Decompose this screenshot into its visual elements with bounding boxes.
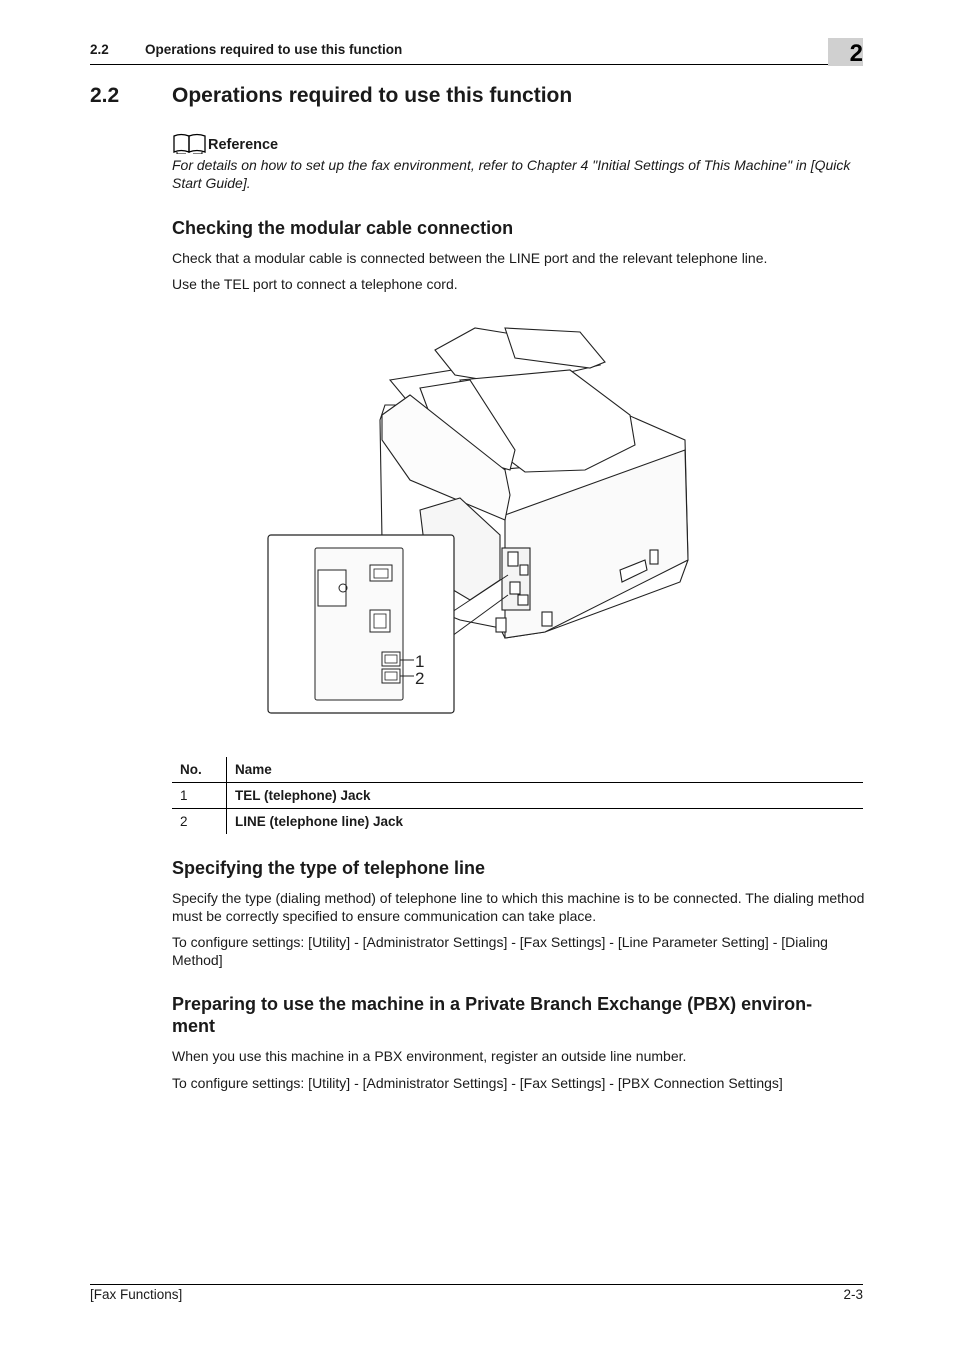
table-cell-name: LINE (telephone line) Jack	[235, 814, 404, 829]
chapter-number: 2	[849, 40, 863, 67]
pbx-para1: When you use this machine in a PBX environment, register an outside line number.	[172, 1048, 687, 1064]
jack-table	[172, 757, 863, 834]
footer-manual-name: [Fax Functions]	[90, 1287, 183, 1302]
table-header-no: No.	[172, 757, 227, 783]
header-rule	[90, 64, 863, 65]
footer-page-number: 2-3	[843, 1287, 863, 1302]
callout-1: 1	[415, 652, 425, 671]
section-number: 2.2	[90, 84, 120, 107]
table-header-row	[172, 757, 863, 783]
table-row	[172, 809, 863, 835]
footer-rule	[90, 1284, 863, 1285]
modular-cable-heading: Checking the modular cable connection	[172, 218, 514, 238]
section-title: Operations required to use this function	[172, 84, 573, 107]
open-book-icon	[172, 132, 208, 154]
table-row	[172, 783, 863, 809]
machine-rear-illustration	[260, 320, 700, 720]
table-cell-no: 2	[172, 809, 227, 835]
header-section-title: Operations required to use this function	[145, 42, 403, 57]
telephone-line-para2: To configure settings: [Utility] - [Administrator Settings] - [Fax Settings] - [Line Parameter Setting] - [Dialing Method]	[172, 934, 828, 968]
modular-cable-para1: Check that a modular cable is connected between the LINE port and the relevant telephone line.	[172, 250, 768, 266]
reference-text: For details on how to set up the fax environment, refer to Chapter 4 "Initial Settings of This Machine" in [Quick Start Guide].	[172, 157, 851, 191]
telephone-line-heading: Specifying the type of telephone line	[172, 858, 486, 878]
table-header-name: Name	[227, 757, 864, 783]
header-section-number: 2.2	[90, 42, 109, 57]
table-cell-name: TEL (telephone) Jack	[227, 783, 864, 809]
reference-label: Reference	[208, 137, 279, 153]
pbx-heading-line2: ment	[172, 1016, 216, 1036]
telephone-line-para1: Specify the type (dialing method) of telephone line to which this machine is to be connected. The dialing method must be correctly specified to ensure communication can take place.	[172, 890, 865, 924]
table-cell-no: 1	[172, 783, 227, 809]
callout-2: 2	[415, 669, 425, 688]
pbx-heading-line1: Preparing to use the machine in a Private Branch Exchange (PBX) environ-	[172, 994, 813, 1014]
pbx-para2: To configure settings: [Utility] - [Administrator Settings] - [Fax Settings] - [PBX Connection Settings]	[172, 1075, 783, 1091]
modular-cable-para2: Use the TEL port to connect a telephone cord.	[172, 276, 458, 292]
